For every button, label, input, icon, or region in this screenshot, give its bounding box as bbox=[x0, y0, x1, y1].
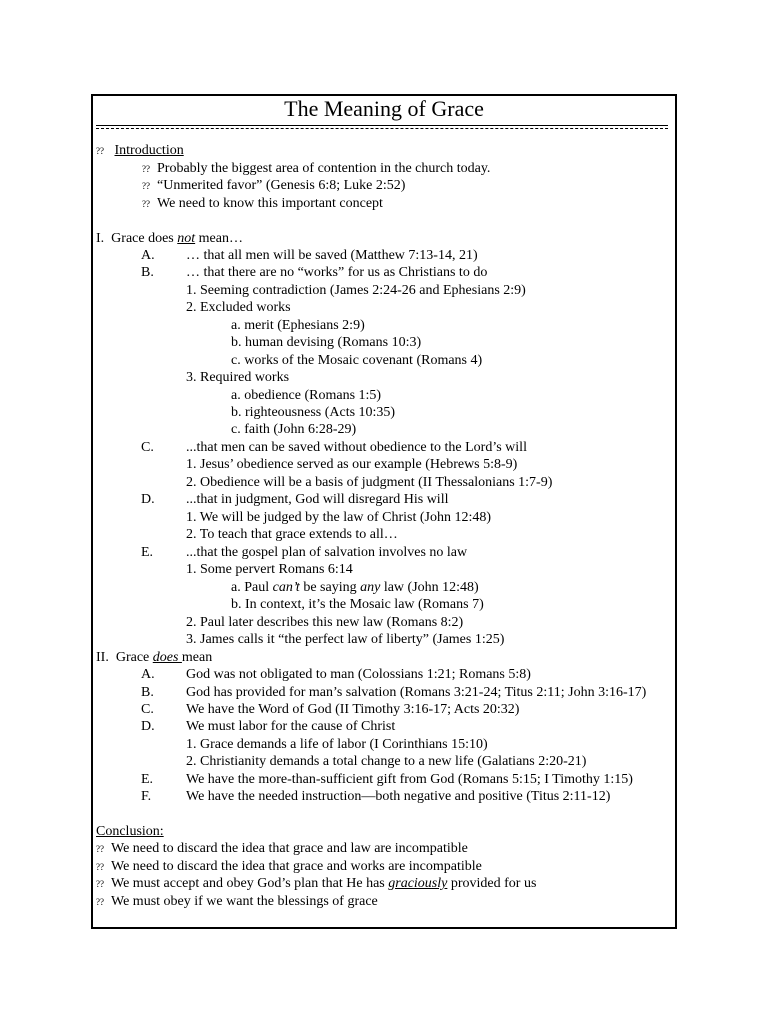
bullet-icon: ?? bbox=[96, 862, 104, 872]
outline-item: We have the Word of God (II Timothy 3:16-17; Acts 20:32) bbox=[186, 702, 520, 717]
outline-marker: B. bbox=[141, 685, 154, 700]
outline-subitem: 1. Some pervert Romans 6:14 bbox=[186, 562, 353, 577]
outline-subitem: 3. Required works bbox=[186, 370, 290, 385]
document-title: The Meaning of Grace bbox=[284, 96, 484, 121]
outline-subsubitem: c. faith (John 6:28-29) bbox=[231, 422, 357, 437]
outline-item: God was not obligated to man (Colossians 1:21; Romans 5:8) bbox=[186, 667, 531, 682]
outline-subitem: 2. Paul later describes this new law (Romans 8:2) bbox=[186, 615, 464, 630]
outline-subsubitem: a. obedience (Romans 1:5) bbox=[231, 388, 382, 403]
outline-subsubitem: c. works of the Mosaic covenant (Romans 4) bbox=[231, 353, 483, 368]
outline-marker: D. bbox=[141, 492, 155, 507]
bullet-icon: ?? bbox=[142, 164, 150, 174]
bullet-icon: ?? bbox=[96, 879, 104, 889]
conclusion-item: ?? We need to discard the idea that grace and law are incompatible bbox=[96, 841, 468, 856]
outline-subsubitem: b. In context, it’s the Mosaic law (Romans 7) bbox=[231, 597, 484, 612]
conclusion-item: ?? We must accept and obey God’s plan that He has graciously provided for us bbox=[96, 876, 537, 891]
section-2-heading: II. Grace does mean bbox=[96, 650, 213, 665]
outline-marker: E. bbox=[141, 545, 154, 560]
outline-item: … that there are no “works” for us as Christians to do bbox=[186, 265, 488, 280]
outline-subitem: 2. Excluded works bbox=[186, 300, 291, 315]
intro-heading-line bbox=[96, 142, 184, 160]
bullet-icon: ?? bbox=[142, 181, 150, 191]
outline-subitem: 1. Seeming contradiction (James 2:24-26 and Ephesians 2:9) bbox=[186, 283, 526, 298]
intro-item: ?? Probably the biggest area of contention in the church today. bbox=[142, 161, 491, 176]
title-rule bbox=[96, 125, 668, 126]
outline-item: … that all men will be saved (Matthew 7:13-14, 21) bbox=[186, 248, 478, 263]
outline-subsubitem: b. righteousness (Acts 10:35) bbox=[231, 405, 396, 420]
outline-item: God has provided for man’s salvation (Romans 3:21-24; Titus 2:11; John 3:16-17) bbox=[186, 685, 647, 700]
bullet-icon: ?? bbox=[96, 844, 104, 854]
conclusion-heading: Conclusion: bbox=[96, 824, 164, 839]
outline-marker: A. bbox=[141, 248, 155, 263]
intro-item: ?? “Unmerited favor” (Genesis 6:8; Luke 2:52) bbox=[142, 178, 406, 193]
outline-item: We must labor for the cause of Christ bbox=[186, 719, 396, 734]
outline-subitem: 3. James calls it “the perfect law of liberty” (James 1:25) bbox=[186, 632, 505, 647]
outline-subsubitem: b. human devising (Romans 10:3) bbox=[231, 335, 422, 350]
outline-subitem: 2. To teach that grace extends to all… bbox=[186, 527, 398, 542]
outline-marker: D. bbox=[141, 719, 155, 734]
outline-marker: C. bbox=[141, 440, 154, 455]
outline-subsubitem: a. merit (Ephesians 2:9) bbox=[231, 318, 365, 333]
outline-item: ...that the gospel plan of salvation involves no law bbox=[186, 545, 468, 560]
title-rule-dashed bbox=[96, 128, 668, 129]
outline-subitem: 1. We will be judged by the law of Christ (John 12:48) bbox=[186, 510, 492, 525]
outline-item: ...that men can be saved without obedience to the Lord’s will bbox=[186, 440, 527, 455]
intro-item: ?? We need to know this important concept bbox=[142, 196, 383, 211]
outline-subitem: 1. Grace demands a life of labor (I Corinthians 15:10) bbox=[186, 737, 488, 752]
outline-subitem: 1. Jesus’ obedience served as our example (Hebrews 5:8-9) bbox=[186, 457, 518, 472]
outline-item: ...that in judgment, God will disregard His will bbox=[186, 492, 449, 507]
outline-marker: B. bbox=[141, 265, 154, 280]
outline-item: We have the needed instruction—both negative and positive (Titus 2:11-12) bbox=[186, 789, 611, 804]
bullet-icon: ?? bbox=[96, 897, 104, 907]
bullet-icon: ?? bbox=[142, 199, 150, 209]
outline-subitem: 2. Obedience will be a basis of judgment (II Thessalonians 1:7-9) bbox=[186, 475, 553, 490]
outline-marker: E. bbox=[141, 772, 154, 787]
section-1-heading: I. Grace does not mean… bbox=[96, 231, 243, 246]
outline-marker: C. bbox=[141, 702, 154, 717]
outline-subsubitem: a. Paul can’t be saying any law (John 12:48) bbox=[231, 580, 479, 595]
bullet-icon: ?? bbox=[96, 146, 104, 156]
conclusion-item: ?? We must obey if we want the blessings of grace bbox=[96, 894, 378, 909]
conclusion-item: ?? We need to discard the idea that grace and works are incompatible bbox=[96, 859, 482, 874]
outline-marker: A. bbox=[141, 667, 155, 682]
outline-subitem: 2. Christianity demands a total change to a new life (Galatians 2:20-21) bbox=[186, 754, 587, 769]
outline-item: We have the more-than-sufficient gift from God (Romans 5:15; I Timothy 1:15) bbox=[186, 772, 633, 787]
outline-marker: F. bbox=[141, 789, 152, 804]
intro-heading: Introduction bbox=[114, 143, 184, 158]
